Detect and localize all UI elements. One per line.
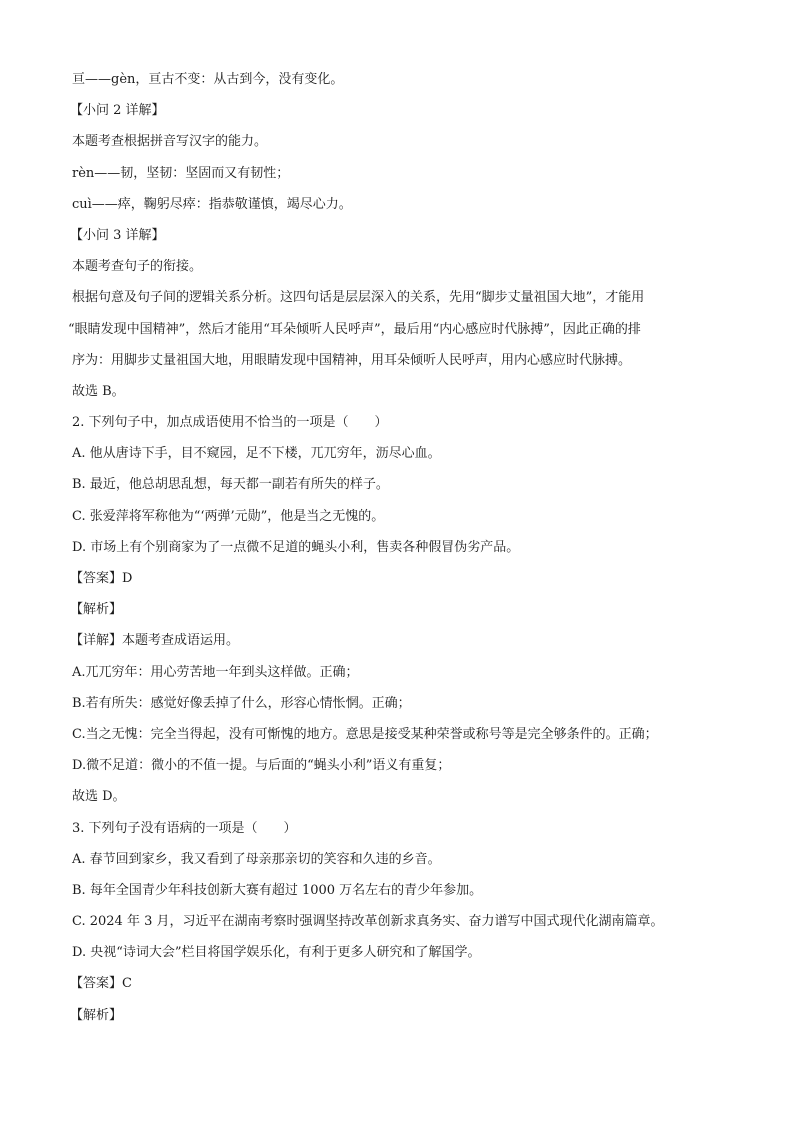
option-c: C. 张爱萍将军称他为“‘两弹’元勋”，他是当之无愧的。 xyxy=(72,508,385,524)
option-a: A. 春节回到家乡，我又看到了母亲那亲切的笑容和久违的乡音。 xyxy=(72,851,441,867)
text-line: 根据句意及句子间的逻辑关系分析。这四句话是层层深入的关系，先用“脚步丈量祖国大地”，才能用 xyxy=(72,290,645,306)
question-stem: 3. 下列句子没有语病的一项是（ ） xyxy=(72,820,297,836)
analysis-label: 【解析】 xyxy=(70,602,123,618)
option-b: B. 最近，他总胡思乱想，每天都一副若有所失的样子。 xyxy=(72,477,389,493)
text-line: 亘——gèn，亘古不变：从古到今，没有变化。 xyxy=(72,72,344,87)
text-line: D.微不足道：微小的不值一提。与后面的“蝇头小利”语义有重复； xyxy=(72,758,451,774)
option-d: D. 央视“诗词大会”栏目将国学娱乐化，有利于更多人研究和了解国学。 xyxy=(72,945,481,961)
text-line: C.当之无愧：完全当得起，没有可惭愧的地方。意思是接受某种荣誉或称号等是完全够条件的。正确； xyxy=(72,726,658,742)
option-a: A. 他从唐诗下手，目不窥园，足不下楼，兀兀穷年，沥尽心血。 xyxy=(72,446,441,462)
answer-label: 【答案】D xyxy=(70,571,133,586)
text-line: rèn——韧，坚韧：坚固而又有韧性； xyxy=(72,165,290,181)
analysis-label: 【解析】 xyxy=(70,1007,123,1023)
section-heading: 【小问 2 详解】 xyxy=(70,103,165,119)
question-stem: 2. 下列句子中，加点成语使用不恰当的一项是（ ） xyxy=(72,415,388,431)
text-line: “眼睛发现中国精神”，然后才能用“耳朵倾听人民呼声”，最后用“内心感应时代脉搏”，因此正确的排 xyxy=(68,321,641,337)
answer-label: 【答案】C xyxy=(70,976,132,992)
answer-choice-line: 故选 B。 xyxy=(72,383,125,399)
detail-label: 【详解】本题考查成语运用。 xyxy=(70,633,240,649)
option-d: D. 市场上有个别商家为了一点微不足道的蝇头小利，售卖各种假冒伪劣产品。 xyxy=(72,539,520,555)
text-line: cuì——瘁，鞠躬尽瘁：指恭敬谨慎，竭尽心力。 xyxy=(72,196,352,212)
text-line: 本题考查根据拼音写汉字的能力。 xyxy=(72,134,268,150)
text-line: 序为：用脚步丈量祖国大地，用眼睛发现中国精神，用耳朵倾听人民呼声，用内心感应时代脉搏。 xyxy=(72,352,632,368)
text-line: 本题考查句子的衔接。 xyxy=(72,259,203,275)
text-line: B.若有所失：感觉好像丢掉了什么，形容心情怅惘。正确； xyxy=(72,695,411,711)
option-b: B. 每年全国青少年科技创新大赛有超过 1000 万名左右的青少年参加。 xyxy=(72,882,483,898)
text-line: A.兀兀穷年：用心劳苦地一年到头这样做。正确； xyxy=(72,664,359,680)
document-body xyxy=(68,64,732,1031)
answer-choice-line: 故选 D。 xyxy=(72,789,126,805)
section-heading: 【小问 3 详解】 xyxy=(70,227,165,243)
option-c: C. 2024 年 3 月，习近平在湖南考察时强调坚持改革创新求真务实、奋力谱写中国式现代化湖南篇章。 xyxy=(72,914,664,930)
